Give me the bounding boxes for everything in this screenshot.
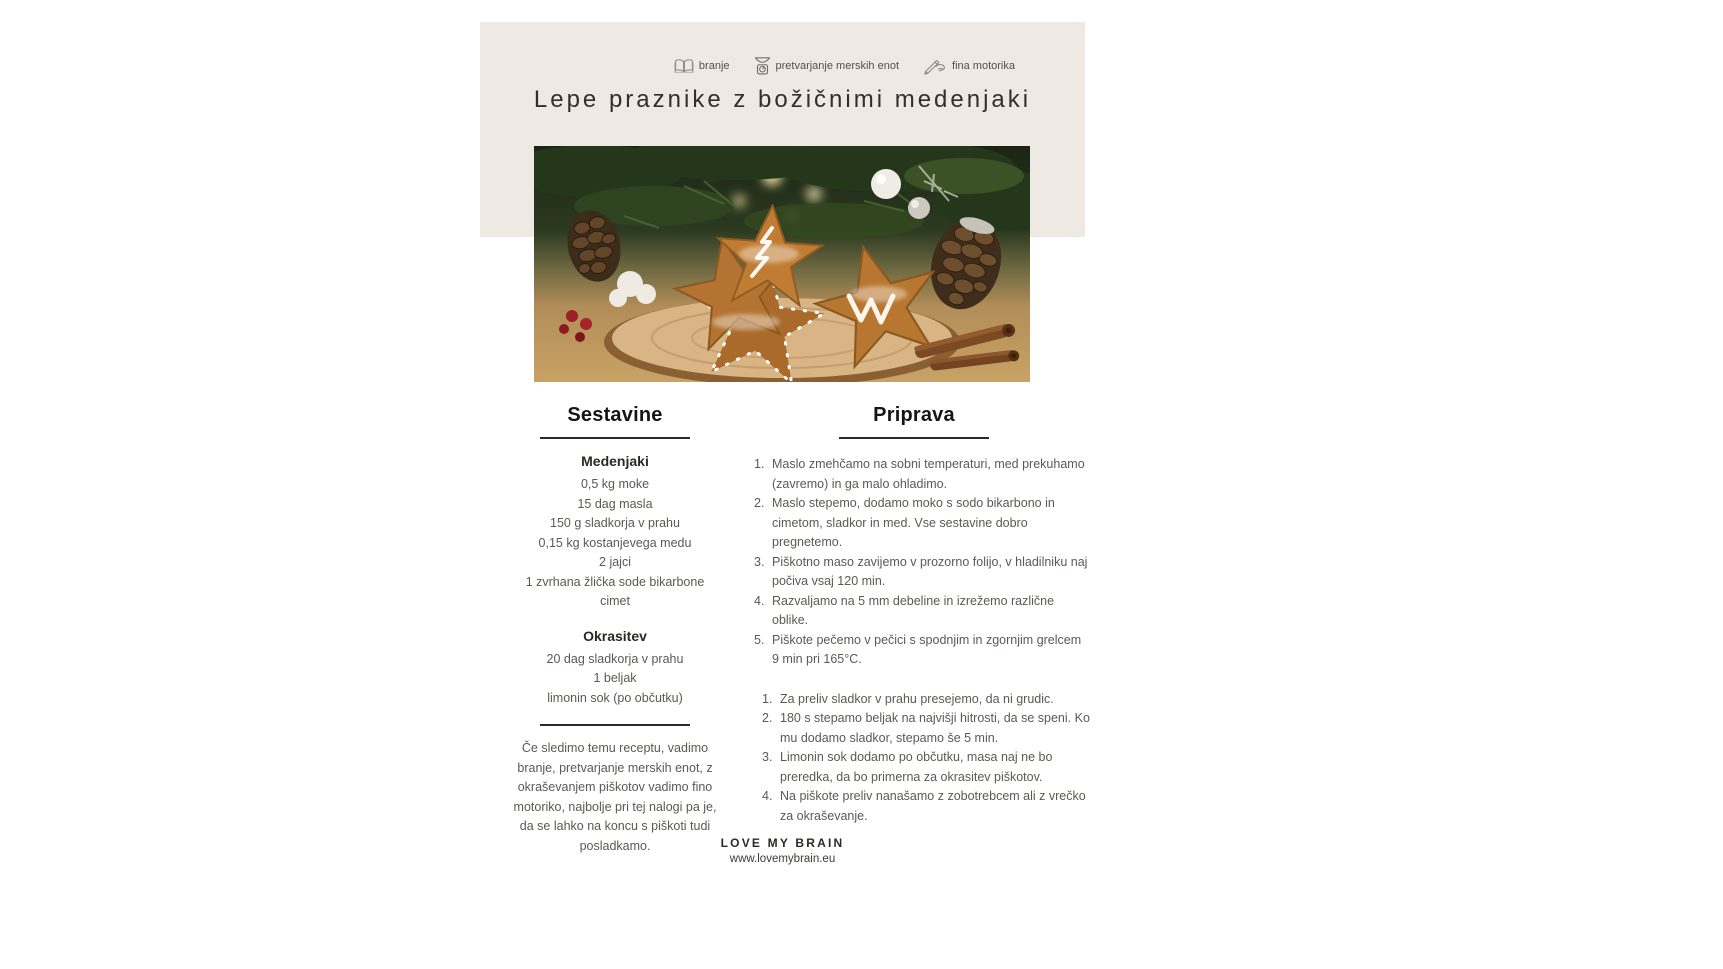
skill-label: fina motorika bbox=[952, 60, 1015, 72]
page-title: Lepe praznike z božičnimi medenjaki bbox=[533, 86, 1032, 113]
skill-label: pretvarjanje merskih enot bbox=[775, 60, 900, 72]
glaze-steps-list bbox=[746, 690, 1090, 827]
heading-underline bbox=[540, 437, 690, 439]
skills-row bbox=[674, 56, 1015, 76]
ingredient-item: cimet bbox=[600, 594, 630, 608]
skill-label: branje bbox=[698, 60, 730, 72]
ingredient-item: 2 jajci bbox=[599, 555, 631, 569]
ingredient-group-title: Okrasitev bbox=[583, 627, 647, 644]
kitchen-scale-icon bbox=[754, 56, 771, 76]
preparation-step: Maslo stepemo, dodamo moko s sodo bikarbono in cimetom, sladkor in med. Vse sestavine dobro pregnetemo. bbox=[772, 496, 1055, 549]
skill-branje bbox=[674, 58, 730, 74]
ingredient-item: 15 dag masla bbox=[577, 496, 653, 511]
preparation-section bbox=[738, 404, 1090, 826]
recipe-photo bbox=[534, 146, 1030, 382]
footer bbox=[480, 836, 1085, 865]
ingredient-item: 1 zvrhana žlička sode bikarbone bbox=[525, 574, 705, 589]
preparation-heading: Priprava bbox=[873, 404, 955, 426]
preparation-step: Razvaljamo na 5 mm debeline in izrežemo različne oblike. bbox=[772, 593, 1055, 627]
preparation-step: Piškotno maso zavijemo v prozorno folijo, v hladilniku naj počiva vsaj 120 min. bbox=[772, 554, 1088, 588]
glaze-step: Na piškote preliv nanašamo z zobotrebcem ali z vrečko za okraševanje. bbox=[780, 789, 1086, 823]
ingredient-item: 0,15 kg kostanjevega medu bbox=[538, 535, 692, 550]
heading-underline bbox=[839, 437, 989, 439]
ingredients-section bbox=[505, 404, 725, 856]
ingredient-item: limonin sok (po občutku) bbox=[547, 690, 683, 705]
note-divider bbox=[540, 724, 690, 726]
book-icon bbox=[674, 58, 694, 74]
ingredient-item: 1 beljak bbox=[593, 671, 637, 685]
preparation-step: Maslo zmehčamo na sobni temperaturi, med prekuhamo (zavremo) in ga malo ohladimo. bbox=[772, 457, 1085, 491]
glaze-step: 180 s stepamo beljak na najvišji hitrosti, da se speni. Ko mu dodamo sladkor, stepamo še 5 min. bbox=[780, 711, 1090, 745]
skills-note: Če sledimo temu receptu, vadimo branje, pretvarjanje merskih enot, z okraševanjem piškotov vadimo fino motoriko, najbolje pri tej nalogi pa je, da se lahko na koncu s piškoti tudi posladkamo. bbox=[513, 741, 717, 853]
ingredients-heading: Sestavine bbox=[567, 404, 663, 426]
brand-name: LOVE MY BRAIN bbox=[720, 836, 845, 850]
ingredient-item: 150 g sladkorja v prahu bbox=[550, 516, 680, 530]
glaze-step: Za preliv sladkor v prahu presejemo, da ni grudic. bbox=[780, 691, 1054, 706]
ingredient-group-title: Medenjaki bbox=[581, 453, 649, 469]
ingredient-item: 0,5 kg moke bbox=[580, 477, 650, 491]
preparation-step: Piškote pečemo v pečici s spodnjim in zgornjim grelcem 9 min pri 165°C. bbox=[772, 632, 1082, 666]
skill-fina-motorika bbox=[923, 57, 1015, 75]
recipe-document bbox=[480, 0, 1090, 969]
skill-pretvarjanje-merskih-enot bbox=[754, 56, 900, 76]
website-url: www.lovemybrain.eu bbox=[729, 853, 836, 865]
ingredient-item: 20 dag sladkorja v prahu bbox=[546, 651, 684, 666]
hand-writing-icon bbox=[923, 57, 947, 75]
glaze-step: Limonin sok dodamo po občutku, masa naj ne bo preredka, da bo primerna za okrasitev piškotov. bbox=[780, 750, 1053, 784]
preparation-steps-list bbox=[738, 455, 1090, 670]
